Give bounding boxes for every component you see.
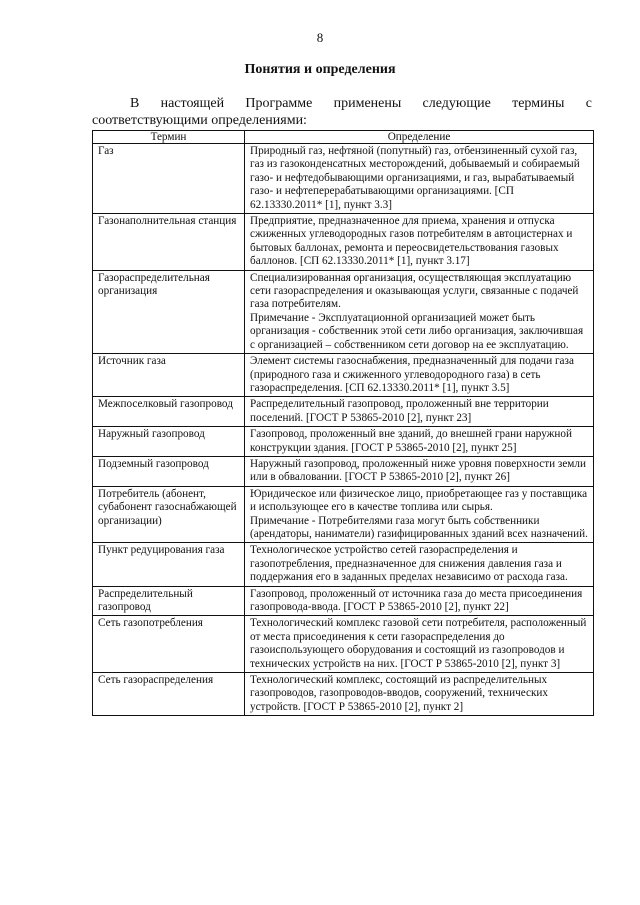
intro-paragraph bbox=[92, 95, 592, 129]
definition-cell bbox=[245, 214, 594, 271]
table-row bbox=[93, 354, 594, 397]
table-row bbox=[93, 456, 594, 486]
term-cell: Сеть газораспределения bbox=[93, 673, 245, 716]
section-title: Понятия и определения bbox=[244, 62, 396, 77]
definition-cell bbox=[245, 397, 594, 427]
definition-text: Технологическое устройство сетей газораспределения и газопотребления, предназначенное для снижения давления газа и поддержания его в заданных пределах независимо от расхода газа. bbox=[250, 544, 568, 584]
table-row bbox=[93, 270, 594, 353]
table-row bbox=[93, 427, 594, 457]
term-cell: Потребитель (абонент, субабонент газоснабжающей организации) bbox=[93, 486, 245, 543]
term-cell: Источник газа bbox=[93, 354, 245, 397]
definition-text: Юридическое или физическое лицо, приобретающее газ у поставщика и использующее его в качестве топлива или сырья. bbox=[250, 487, 588, 514]
term-cell: Газораспределительная организация bbox=[93, 270, 245, 353]
definition-text: Распределительный газопровод, проложенный вне территории поселений. [ГОСТ Р 53865-2010 [2], пункт 23] bbox=[250, 398, 549, 424]
definition-note: Примечание - Эксплуатационной организацией может быть организация - собственник этой сети либо организация, заключившая с организацией – собственником сети договор на ее эксплуатацию. bbox=[250, 311, 584, 351]
intro-word: с bbox=[585, 96, 592, 111]
intro-word: В bbox=[130, 96, 140, 111]
definition-cell bbox=[245, 486, 594, 543]
definition-text: Природный газ, нефтяной (попутный) газ, отбензиненный сухой газ, газ из газоконденсатных месторождений, добываемый и собираемый газо- и нефтедобывающими организациями, и газ, вырабатываемый газо- и нефтеперерабатывающими организациями. [СП 62.13330.2011* [1], пункт 3.3] bbox=[250, 145, 580, 211]
header-term: Термин bbox=[93, 131, 245, 144]
definition-cell bbox=[245, 673, 594, 716]
definition-cell bbox=[245, 144, 594, 214]
table-row bbox=[93, 673, 594, 716]
intro-word: настоящей bbox=[160, 96, 225, 111]
definition-cell bbox=[245, 427, 594, 457]
definition-text: Элемент системы газоснабжения, предназначенный для подачи газа (природного газа и сжиженного углеводородного газа) в сеть газораспределения. [СП 62.13330.2011* [1], пункт 3.5] bbox=[250, 355, 574, 394]
table-row bbox=[93, 616, 594, 673]
definition-cell bbox=[245, 456, 594, 486]
page-number: 8 bbox=[316, 30, 324, 45]
term-cell: Сеть газопотребления bbox=[93, 616, 245, 673]
intro-word: Программе bbox=[245, 96, 313, 111]
definition-text: Специализированная организация, осуществляющая эксплуатацию сети газораспределения и оказывающая услуги, связанные с подачей газа потребителям. bbox=[250, 271, 579, 311]
term-cell: Межпоселковый газопровод bbox=[93, 397, 245, 427]
definition-text: Технологический комплекс газовой сети потребителя, расположенный от места присоединения к сети газораспределения до газоиспользующего оборудования и состоящий из газопроводов и технических устройств на них. [ГОСТ Р 53865-2010 [2], пункт 3] bbox=[250, 617, 587, 670]
definition-text: Газопровод, проложенный от источника газа до места присоединения газопровода-ввода. [ГОСТ Р 53865-2010 [2], пункт 22] bbox=[250, 587, 583, 613]
table-row bbox=[93, 397, 594, 427]
definition-cell bbox=[245, 354, 594, 397]
term-cell: Пункт редуцирования газа bbox=[93, 543, 245, 586]
table-row bbox=[93, 543, 594, 586]
table-row bbox=[93, 144, 594, 214]
term-cell: Подземный газопровод bbox=[93, 456, 245, 486]
intro-line-2: соответствующими определениями: bbox=[92, 113, 307, 128]
term-cell: Газонаполнительная станция bbox=[93, 214, 245, 271]
definition-cell bbox=[245, 616, 594, 673]
definition-text: Наружный газопровод, проложенный ниже уровня поверхности земли или в обваловании. [ГОСТ Р 53865-2010 [2], пункт 26] bbox=[250, 457, 586, 484]
term-cell: Наружный газопровод bbox=[93, 427, 245, 457]
table-row bbox=[93, 586, 594, 616]
intro-line-1 bbox=[92, 95, 592, 112]
definition-text: Газопровод, проложенный вне зданий, до внешней грани наружной конструкции здания. [ГОСТ Р 53865-2010 [2], пункт 25] bbox=[250, 428, 572, 454]
definition-note: Примечание - Потребителями газа могут быть собственники (арендаторы, наниматели) газифицированных зданий всех назначений. bbox=[250, 514, 588, 540]
definition-cell bbox=[245, 270, 594, 353]
intro-word: термины bbox=[512, 96, 565, 111]
definition-cell bbox=[245, 543, 594, 586]
definition-text: Технологический комплекс, состоящий из распределительных газопроводов, газопроводов-вводов, сооружений, технических устройств. [ГОСТ Р 53865-2010 [2], пункт 2] bbox=[250, 674, 548, 713]
table-row bbox=[93, 214, 594, 271]
table-row bbox=[93, 486, 594, 543]
definition-cell bbox=[245, 586, 594, 616]
definitions-table bbox=[92, 130, 594, 716]
intro-word: следующие bbox=[422, 96, 491, 111]
definition-text: Предприятие, предназначенное для приема, хранения и отпуска сжиженных углеводородных газов потребителям в автоцистернах и бытовых баллонах, ремонта и переосвидетельствования газовых баллонов. [СП 62.13330.2011* [1], пункт 3.17] bbox=[250, 215, 573, 268]
term-cell: Газ bbox=[93, 144, 245, 214]
term-cell: Распределительный газопровод bbox=[93, 586, 245, 616]
header-definition: Определение bbox=[245, 131, 594, 144]
intro-word: применены bbox=[333, 96, 402, 111]
table-header-row bbox=[93, 131, 594, 144]
